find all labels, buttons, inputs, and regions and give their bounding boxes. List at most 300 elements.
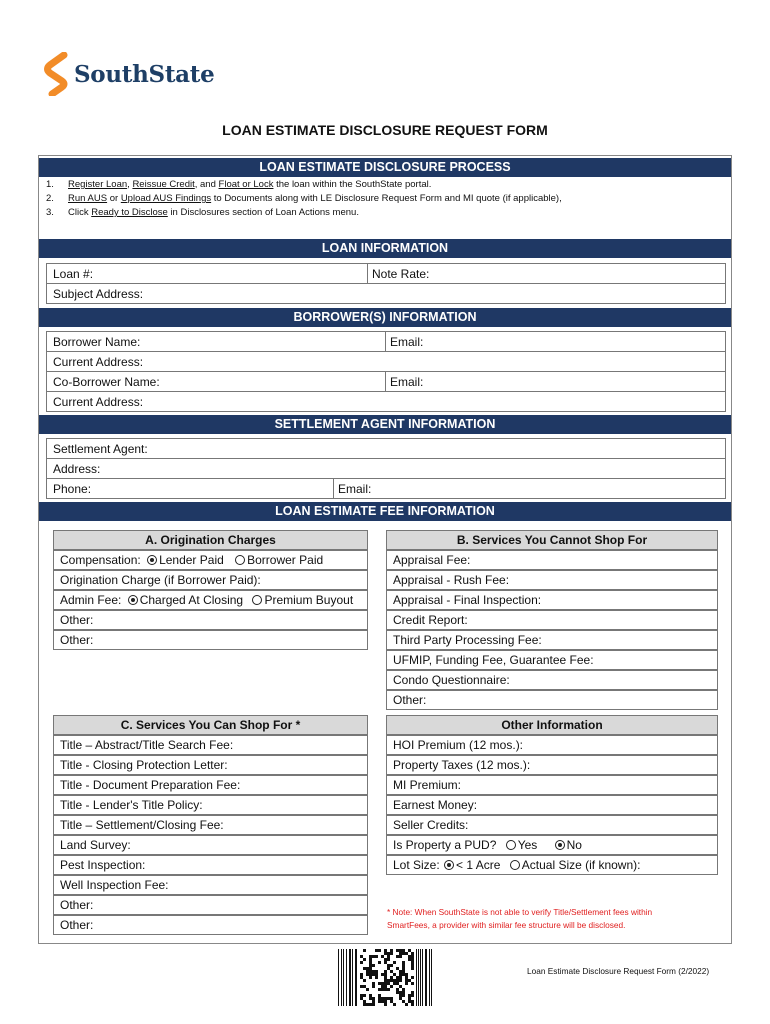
fee-row[interactable] [53, 815, 368, 835]
barcode-bar [355, 949, 357, 1006]
borrower-address-label: Current Address: [53, 355, 144, 369]
barcode-cell [402, 973, 405, 976]
barcode-cell [396, 988, 399, 991]
barcode-cell [375, 955, 378, 958]
step-number: 1. [46, 179, 54, 190]
barcode-cell [366, 967, 369, 970]
barcode-cell [369, 1003, 372, 1006]
barcode-cell [369, 997, 372, 1000]
origination-charges-header: A. Origination Charges [53, 530, 368, 550]
barcode-cell [366, 970, 369, 973]
barcode-cell [384, 952, 387, 955]
barcode-cell [363, 985, 366, 988]
barcode-cell [375, 949, 378, 952]
barcode-cell [411, 982, 414, 985]
barcode-cell [384, 970, 387, 973]
barcode-cell [390, 1000, 393, 1003]
barcode-cell [372, 955, 375, 958]
barcode-cell [384, 949, 387, 952]
barcode-bar [341, 949, 342, 1006]
barcode-cell [360, 976, 363, 979]
barcode-cell [378, 949, 381, 952]
barcode-cell [390, 949, 393, 952]
barcode-cell [360, 997, 363, 1000]
borrower-address-field[interactable] [46, 351, 726, 372]
section-a-other-label: Other: [60, 633, 94, 647]
fee-row[interactable] [53, 775, 368, 795]
barcode-icon [338, 949, 432, 1006]
logo-text: SouthState [74, 60, 215, 88]
barcode-cell [387, 967, 390, 970]
barcode-bar [422, 949, 423, 1006]
fee-label: Title – Abstract/Title Search Fee: [60, 738, 234, 752]
lot-size-label: Lot Size: [393, 858, 440, 872]
barcode-cell [384, 988, 387, 991]
step-fragment: , and [194, 179, 219, 190]
lot-actual-label: Actual Size (if known): [521, 858, 641, 872]
step-link[interactable]: Register Loan [68, 179, 128, 190]
fee-label: Land Survey: [60, 838, 131, 852]
barcode-cell [372, 1003, 375, 1006]
pud-yes-label: Yes [517, 838, 538, 852]
barcode-cell [408, 949, 411, 952]
barcode-cell [384, 979, 387, 982]
barcode-cell [396, 982, 399, 985]
step-fragment: , [127, 179, 133, 190]
barcode-cell [384, 958, 387, 961]
barcode-bar [431, 949, 432, 1006]
barcode-cell [381, 988, 384, 991]
barcode-cell [372, 982, 375, 985]
barcode-bar [346, 949, 347, 1006]
borrower-info-header: BORROWER(S) INFORMATION [39, 308, 731, 327]
step-fragment: in Disclosures section of Loan Actions menu. [167, 207, 359, 218]
fee-label: Credit Report: [393, 613, 468, 627]
barcode-cell [399, 985, 402, 988]
barcode-cell [390, 997, 393, 1000]
fee-label: Other: [60, 898, 94, 912]
barcode-bar [343, 949, 344, 1006]
fee-row[interactable] [53, 795, 368, 815]
barcode-cell [360, 973, 363, 976]
barcode-cell [384, 1003, 387, 1006]
fee-row[interactable] [386, 795, 718, 815]
barcode-cell [399, 976, 402, 979]
barcode-cell [402, 952, 405, 955]
process-step [46, 192, 562, 206]
coborrower-name-field[interactable] [46, 371, 726, 392]
barcode-cell [360, 994, 363, 997]
coborrower-email-label: Email: [390, 375, 424, 389]
form-version-footer: Loan Estimate Disclosure Request Form (2/2022) [527, 966, 710, 976]
fee-label: Property Taxes (12 mos.): [393, 758, 531, 772]
barcode-cell [384, 1000, 387, 1003]
barcode-cell [360, 985, 363, 988]
barcode-cell [405, 973, 408, 976]
fee-row[interactable] [386, 735, 718, 755]
section-a-other-field[interactable] [53, 610, 368, 630]
borrower-email-field[interactable] [385, 332, 423, 351]
fee-row[interactable] [53, 915, 368, 935]
barcode-cell [402, 970, 405, 973]
process-step [46, 178, 562, 192]
step-link[interactable]: Reissue Credit [132, 179, 195, 190]
fee-label: Other: [60, 918, 94, 932]
barcode-cell [396, 979, 399, 982]
barcode-cell [390, 985, 393, 988]
barcode-cell [387, 982, 390, 985]
step-link[interactable]: Ready to Disclose [91, 207, 168, 218]
barcode-cell [363, 994, 366, 997]
barcode-cell [399, 952, 402, 955]
barcode-cell [369, 955, 372, 958]
barcode-bar [418, 949, 419, 1006]
note-line: * Note: When SouthState is not able to verify Title/Settlement fees within [387, 907, 653, 917]
fee-row[interactable] [386, 590, 718, 610]
barcode-cell [411, 952, 414, 955]
fee-row[interactable] [386, 630, 718, 650]
barcode-cell [378, 961, 381, 964]
process-header: LOAN ESTIMATE DISCLOSURE PROCESS [39, 158, 731, 177]
barcode-cell [372, 964, 375, 967]
coborrower-address-label: Current Address: [53, 395, 144, 409]
settlement-email-field[interactable] [333, 479, 371, 498]
barcode-cell [384, 982, 387, 985]
barcode-cell [369, 994, 372, 997]
barcode-cell [393, 979, 396, 982]
borrower-email-label: Email: [390, 335, 424, 349]
coborrower-email-field[interactable] [385, 372, 423, 391]
barcode-cell [369, 970, 372, 973]
barcode-cell [411, 1003, 414, 1006]
step-link[interactable]: Run AUS [68, 193, 108, 204]
barcode-cell [402, 1000, 405, 1003]
barcode-cell [405, 1003, 408, 1006]
barcode-cell [399, 973, 402, 976]
barcode-bar [416, 949, 417, 1006]
barcode-cell [396, 949, 399, 952]
barcode-cell [381, 1000, 384, 1003]
fee-label: Well Inspection Fee: [60, 878, 169, 892]
barcode-cell [402, 964, 405, 967]
lot-small-radio[interactable] [444, 860, 454, 870]
settlement-phone-label: Phone: [53, 482, 92, 496]
fee-row[interactable] [386, 610, 718, 630]
step-number: 3. [46, 207, 54, 218]
barcode-cell [366, 988, 369, 991]
barcode-cell [375, 976, 378, 979]
barcode-cell [375, 973, 378, 976]
fee-row[interactable] [386, 550, 718, 570]
barcode-cell [396, 967, 399, 970]
barcode-cell [390, 976, 393, 979]
fee-row[interactable] [53, 895, 368, 915]
fee-label: Title - Lender's Title Policy: [60, 798, 203, 812]
barcode-cell [378, 994, 381, 997]
settlement-info-header: SETTLEMENT AGENT INFORMATION [39, 415, 731, 434]
fee-label: Earnest Money: [393, 798, 478, 812]
barcode-cell [399, 970, 402, 973]
fee-row[interactable] [386, 690, 718, 710]
loan-number-label: Loan #: [53, 267, 94, 281]
step-text [68, 178, 431, 192]
coborrower-name-label: Co-Borrower Name: [53, 375, 160, 389]
fee-label: Pest Inspection: [60, 858, 146, 872]
barcode-bar [349, 949, 351, 1006]
fee-row[interactable] [386, 755, 718, 775]
barcode-cell [378, 1000, 381, 1003]
settlement-address-field[interactable] [46, 458, 726, 479]
barcode-cell [408, 955, 411, 958]
step-number: 2. [46, 193, 54, 204]
barcode-cell [411, 1000, 414, 1003]
step-fragment: or [107, 193, 121, 204]
barcode-cell [369, 964, 372, 967]
barcode-cell [381, 982, 384, 985]
barcode-cell [402, 961, 405, 964]
barcode-cell [399, 979, 402, 982]
barcode-cell [387, 979, 390, 982]
barcode-cell [372, 970, 375, 973]
settlement-address-label: Address: [53, 462, 101, 476]
fee-label: Appraisal - Rush Fee: [393, 573, 510, 587]
fee-label: Other: [393, 693, 427, 707]
barcode-cell [372, 997, 375, 1000]
fee-label: Seller Credits: [393, 818, 469, 832]
barcode-bar [425, 949, 427, 1006]
compensation-row [53, 550, 368, 570]
pud-no-label: No [566, 838, 582, 852]
barcode-cell [384, 961, 387, 964]
fee-row[interactable] [53, 855, 368, 875]
section-a-other-label: Other: [60, 613, 94, 627]
barcode-cell [387, 964, 390, 967]
lot-actual-radio[interactable] [510, 860, 520, 870]
barcode-cell [387, 997, 390, 1000]
compensation-label: Compensation: [60, 553, 141, 567]
barcode-bar [352, 949, 353, 1006]
step-link[interactable]: Upload AUS Findings [120, 193, 212, 204]
barcode-cell [411, 961, 414, 964]
barcode-cell [411, 964, 414, 967]
barcode-cell [393, 1003, 396, 1006]
other-info-header: Other Information [386, 715, 718, 735]
fee-row[interactable] [386, 650, 718, 670]
barcode-bar [338, 949, 339, 1006]
barcode-cell [363, 967, 366, 970]
fee-row[interactable] [386, 815, 718, 835]
fee-label: Title - Closing Protection Letter: [60, 758, 228, 772]
barcode-cell [390, 970, 393, 973]
southstate-logo [42, 52, 214, 96]
process-step [46, 206, 562, 220]
fee-row[interactable] [53, 755, 368, 775]
barcode-cell [369, 973, 372, 976]
barcode-cell [396, 955, 399, 958]
pud-row [386, 835, 718, 855]
barcode-cell [384, 973, 387, 976]
barcode-cell [381, 985, 384, 988]
barcode-cell [399, 991, 402, 994]
subject-address-label: Subject Address: [53, 287, 144, 301]
form-title: LOAN ESTIMATE DISCLOSURE REQUEST FORM [222, 122, 548, 138]
barcode-cell [402, 949, 405, 952]
barcode-cell [411, 991, 414, 994]
pud-label: Is Property a PUD? [393, 838, 497, 852]
barcode-cell [381, 973, 384, 976]
barcode-cell [405, 976, 408, 979]
barcode-cell [399, 994, 402, 997]
premium-buyout-radio[interactable] [252, 595, 262, 605]
barcode-cell [372, 973, 375, 976]
settlement-email-label: Email: [338, 482, 372, 496]
barcode-cell [369, 961, 372, 964]
can-shop-header: C. Services You Can Shop For * [53, 715, 368, 735]
barcode-bar [429, 949, 430, 1006]
fee-info-header: LOAN ESTIMATE FEE INFORMATION [39, 502, 731, 521]
note-rate-label: Note Rate: [372, 267, 430, 281]
coborrower-address-field[interactable] [46, 391, 726, 412]
barcode-cell [387, 955, 390, 958]
step-text [68, 206, 359, 220]
lender-paid-label: Lender Paid [159, 553, 224, 567]
loan-number-field[interactable] [46, 263, 726, 284]
barcode-cell [402, 967, 405, 970]
barcode-cell [399, 949, 402, 952]
barcode-cell [363, 1003, 366, 1006]
barcode-cell [411, 976, 414, 979]
origination-charge-label: Origination Charge (if Borrower Paid): [60, 573, 261, 587]
fee-row[interactable] [386, 775, 718, 795]
pud-no-radio[interactable] [555, 840, 565, 850]
barcode-cell [360, 961, 363, 964]
barcode-cell [363, 979, 366, 982]
barcode-cell [399, 955, 402, 958]
settlement-agent-label: Settlement Agent: [53, 442, 148, 456]
barcode-cell [363, 1000, 366, 1003]
barcode-cell [363, 958, 366, 961]
charged-at-closing-radio[interactable] [128, 595, 138, 605]
barcode-cell [408, 997, 411, 1000]
fee-label: Title – Settlement/Closing Fee: [60, 818, 224, 832]
borrower-paid-label: Borrower Paid [247, 553, 324, 567]
barcode-cell [408, 979, 411, 982]
fee-label: Third Party Processing Fee: [393, 633, 542, 647]
fee-label: Appraisal - Final Inspection: [393, 593, 542, 607]
fee-label: HOI Premium (12 mos.): [393, 738, 524, 752]
lender-paid-radio[interactable] [147, 555, 157, 565]
premium-buyout-label: Premium Buyout [264, 593, 354, 607]
barcode-cell [372, 985, 375, 988]
barcode-cell [384, 997, 387, 1000]
barcode-cell [378, 982, 381, 985]
barcode-cell [408, 958, 411, 961]
barcode-cell [399, 997, 402, 1000]
barcode-cell [405, 982, 408, 985]
barcode-cell [369, 967, 372, 970]
barcode-cell [402, 991, 405, 994]
admin-fee-label: Admin Fee: [60, 593, 122, 607]
fee-row[interactable] [53, 735, 368, 755]
step-link[interactable]: Float or Lock [218, 179, 274, 190]
fee-row[interactable] [53, 835, 368, 855]
barcode-cell [369, 958, 372, 961]
step-fragment: Click [68, 207, 92, 218]
process-steps [46, 178, 562, 220]
barcode-cell [405, 979, 408, 982]
barcode-cell [366, 1003, 369, 1006]
barcode-cell [387, 952, 390, 955]
barcode-cell [390, 952, 393, 955]
barcode-cell [360, 955, 363, 958]
barcode-cell [366, 973, 369, 976]
charged-at-closing-label: Charged At Closing [139, 593, 244, 607]
pud-yes-radio[interactable] [506, 840, 516, 850]
note-rate-field[interactable] [367, 264, 429, 283]
barcode-cell [393, 982, 396, 985]
step-text [68, 192, 562, 206]
section-a-other-field[interactable] [53, 630, 368, 650]
note-line: SmartFees, a provider with similar fee structure will be disclosed. [387, 920, 626, 930]
fee-label: UFMIP, Funding Fee, Guarantee Fee: [393, 653, 594, 667]
fee-row[interactable] [53, 875, 368, 895]
barcode-cell [384, 985, 387, 988]
loan-info-header: LOAN INFORMATION [39, 239, 731, 258]
barcode-cell [396, 991, 399, 994]
barcode-cell [408, 1000, 411, 1003]
barcode-cell [411, 994, 414, 997]
barcode-cell [372, 1000, 375, 1003]
lot-small-label: < 1 Acre [456, 858, 501, 872]
barcode-cell [402, 988, 405, 991]
fee-label: MI Premium: [393, 778, 462, 792]
borrower-name-label: Borrower Name: [53, 335, 141, 349]
barcode-cell [393, 961, 396, 964]
cannot-shop-header: B. Services You Cannot Shop For [386, 530, 718, 550]
barcode-cell [411, 958, 414, 961]
title-fee-note [387, 906, 717, 932]
barcode-cell [378, 988, 381, 991]
barcode-cell [387, 988, 390, 991]
fee-row[interactable] [386, 670, 718, 690]
step-fragment: the loan within the SouthState portal. [273, 179, 432, 190]
barcode-cell [363, 949, 366, 952]
step-fragment: to Documents along with LE Disclosure Request Form and MI quote (if applicable), [211, 193, 562, 204]
barcode-cell [396, 976, 399, 979]
fee-row[interactable] [386, 570, 718, 590]
borrower-paid-radio[interactable] [235, 555, 245, 565]
barcode-cell [390, 964, 393, 967]
fee-label: Title - Document Preparation Fee: [60, 778, 241, 792]
barcode-cell [408, 994, 411, 997]
barcode-cell [402, 994, 405, 997]
barcode-cell [381, 955, 384, 958]
barcode-cell [378, 997, 381, 1000]
origination-charge-field[interactable] [53, 570, 368, 590]
barcode-cell [411, 967, 414, 970]
barcode-bar [420, 949, 421, 1006]
fee-label: Condo Questionnaire: [393, 673, 510, 687]
fee-label: Appraisal Fee: [393, 553, 471, 567]
barcode-cell [390, 979, 393, 982]
barcode-cell [405, 952, 408, 955]
settlement-agent-field[interactable] [46, 438, 726, 459]
barcode-cell [384, 976, 387, 979]
borrower-name-field[interactable] [46, 331, 726, 352]
subject-address-field[interactable] [46, 283, 726, 304]
settlement-phone-field[interactable] [46, 478, 726, 499]
lot-size-row [386, 855, 718, 875]
